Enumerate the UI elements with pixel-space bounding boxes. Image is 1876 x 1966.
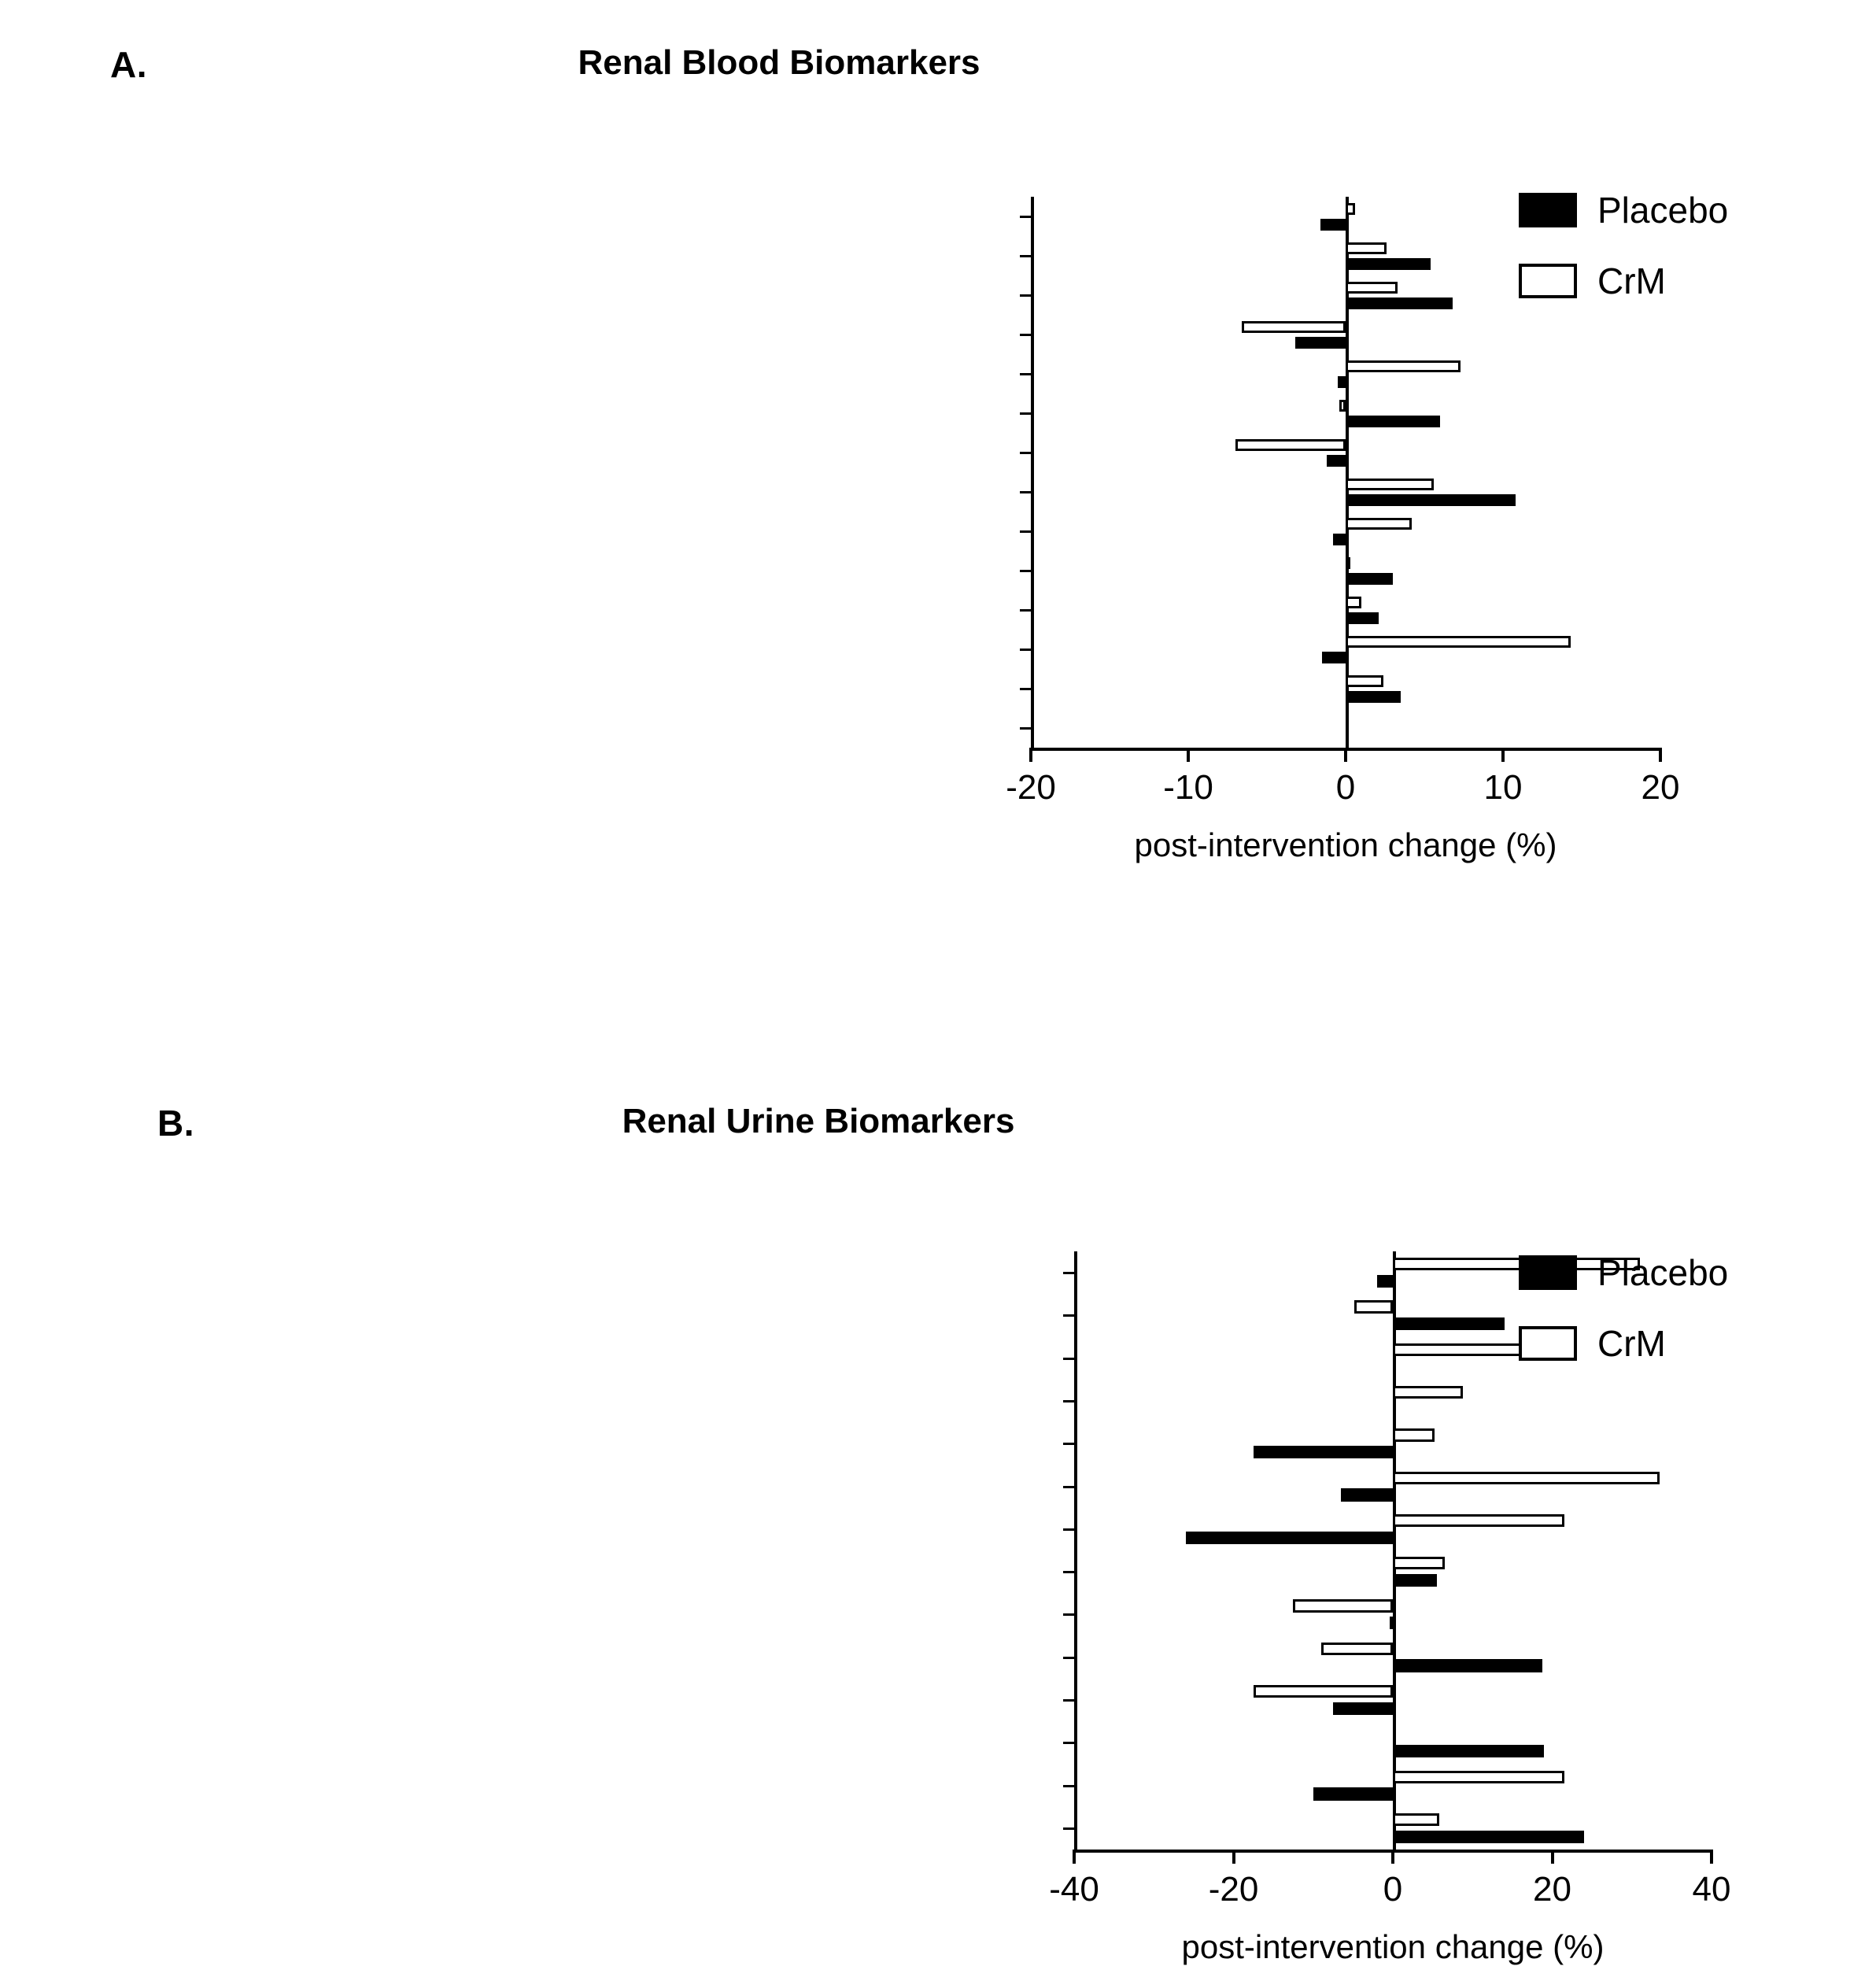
bar-crm — [1346, 518, 1412, 530]
bar-placebo — [1338, 376, 1346, 388]
legend-item-placebo — [1519, 189, 1728, 231]
bar-placebo — [1346, 494, 1516, 506]
panel-a-title: Renal Blood Biomarkers — [578, 43, 980, 82]
zero-reference-line — [1393, 1251, 1396, 1850]
bar-crm — [1393, 1343, 1534, 1356]
y-axis-tick — [1020, 255, 1031, 257]
panel-b-letter: B. — [157, 1103, 194, 1144]
bar-crm — [1346, 203, 1355, 215]
bar-crm — [1254, 1685, 1393, 1698]
bar-placebo — [1295, 337, 1346, 349]
y-axis-tick — [1020, 334, 1031, 336]
y-axis-tick — [1063, 1358, 1074, 1360]
y-axis-tick — [1020, 373, 1031, 375]
bar-placebo — [1254, 1446, 1393, 1458]
bar-crm — [1354, 1300, 1393, 1313]
legend-label-crm: CrM — [1597, 261, 1666, 301]
bar-crm — [1339, 400, 1346, 412]
legend-swatch-placebo-icon — [1519, 1255, 1577, 1290]
bar-placebo — [1346, 297, 1453, 309]
bar-placebo — [1346, 258, 1431, 270]
bar-placebo — [1313, 1787, 1393, 1800]
bar-placebo — [1346, 691, 1401, 703]
bar-placebo — [1346, 573, 1393, 585]
y-axis-tick — [1020, 452, 1031, 454]
x-axis-tick — [1551, 1850, 1554, 1864]
y-axis-tick — [1063, 1699, 1074, 1702]
bar-placebo — [1390, 1617, 1393, 1629]
bar-placebo — [1393, 1831, 1584, 1843]
bar-crm — [1393, 1557, 1445, 1569]
bar-crm — [1346, 675, 1383, 687]
y-axis-tick — [1020, 294, 1031, 297]
legend-swatch-crm-icon — [1519, 1326, 1577, 1361]
legend-swatch-placebo-icon — [1519, 193, 1577, 227]
x-axis-tick-label: -40 — [1049, 1870, 1099, 1909]
y-axis-tick — [1020, 688, 1031, 690]
y-axis-tick — [1063, 1827, 1074, 1830]
bar-crm — [1346, 636, 1571, 648]
bar-placebo — [1333, 1702, 1393, 1715]
bar-crm — [1346, 360, 1461, 372]
bar-crm — [1393, 1813, 1439, 1826]
bar-placebo — [1346, 416, 1440, 427]
legend-item-placebo — [1519, 1251, 1728, 1294]
bar-crm — [1346, 479, 1434, 490]
bar-placebo — [1186, 1532, 1393, 1544]
x-axis-title: post-intervention change (%) — [1181, 1928, 1605, 1965]
y-axis-tick — [1063, 1272, 1074, 1274]
x-axis-tick-label: 40 — [1692, 1870, 1731, 1909]
bar-crm — [1346, 557, 1350, 569]
bar-crm — [1393, 1386, 1463, 1399]
bar-placebo — [1377, 1275, 1393, 1288]
bar-placebo — [1393, 1317, 1505, 1330]
x-axis-title: post-intervention change (%) — [1134, 826, 1557, 863]
x-axis-tick — [1232, 1850, 1235, 1864]
bar-placebo — [1333, 534, 1346, 545]
x-axis-tick — [1187, 748, 1190, 762]
legend-swatch-crm-icon — [1519, 264, 1577, 298]
bar-placebo — [1327, 455, 1346, 467]
x-axis-tick-label: 20 — [1641, 768, 1680, 807]
x-axis-tick-label: -20 — [1208, 1870, 1259, 1909]
bar-placebo — [1341, 1488, 1393, 1501]
y-axis-tick — [1063, 1486, 1074, 1488]
bar-crm — [1393, 1472, 1660, 1484]
bar-crm — [1293, 1599, 1393, 1612]
legend-label-crm: CrM — [1597, 1323, 1666, 1364]
x-axis-tick-label: -10 — [1163, 768, 1213, 807]
bar-placebo — [1393, 1574, 1437, 1587]
legend-label-placebo: Placebo — [1597, 1252, 1729, 1293]
bar-crm — [1346, 597, 1361, 608]
bar-crm — [1346, 282, 1398, 294]
zero-reference-line — [1346, 197, 1349, 748]
panel-b — [0, 1023, 1876, 1965]
y-axis-tick — [1020, 412, 1031, 415]
bar-crm — [1321, 1643, 1393, 1655]
x-axis-tick — [1659, 748, 1662, 762]
bar-placebo — [1320, 219, 1346, 231]
bar-crm — [1393, 1514, 1564, 1527]
y-axis-tick — [1063, 1443, 1074, 1445]
bar-crm — [1393, 1771, 1564, 1783]
panel-a-letter: A. — [110, 44, 147, 85]
x-axis-tick-label: 10 — [1483, 768, 1523, 807]
panel-b-title: Renal Urine Biomarkers — [622, 1102, 1015, 1140]
bar-crm — [1393, 1428, 1435, 1441]
bar-placebo — [1346, 612, 1379, 624]
legend-label-placebo: Placebo — [1597, 190, 1729, 231]
x-axis-tick — [1029, 748, 1032, 762]
x-axis-tick-label: -20 — [1006, 768, 1056, 807]
x-axis-tick — [1344, 748, 1347, 762]
y-axis-tick — [1020, 649, 1031, 651]
bar-placebo — [1322, 652, 1346, 663]
bar-crm — [1242, 321, 1346, 333]
y-axis-tick — [1063, 1528, 1074, 1531]
x-axis-tick — [1710, 1850, 1713, 1864]
bar-placebo — [1393, 1659, 1542, 1672]
y-axis-tick — [1063, 1571, 1074, 1573]
y-axis-tick — [1063, 1613, 1074, 1616]
x-axis-tick — [1391, 1850, 1394, 1864]
bar-crm — [1235, 439, 1346, 451]
y-axis-tick — [1020, 491, 1031, 493]
y-axis-tick — [1063, 1314, 1074, 1317]
y-axis-tick — [1063, 1742, 1074, 1744]
x-axis-tick — [1073, 1850, 1076, 1864]
y-axis-tick — [1020, 727, 1031, 730]
x-axis-tick-label: 0 — [1335, 768, 1356, 807]
x-axis-tick — [1501, 748, 1505, 762]
x-axis-tick-label: 0 — [1383, 1870, 1403, 1909]
legend-item-crm — [1519, 260, 1666, 302]
y-axis-tick — [1020, 216, 1031, 218]
bar-crm — [1346, 242, 1387, 254]
y-axis-tick — [1020, 530, 1031, 533]
y-axis-tick — [1063, 1657, 1074, 1659]
y-axis-line — [1031, 197, 1034, 748]
y-axis-tick — [1020, 609, 1031, 612]
legend-item-crm — [1519, 1322, 1666, 1365]
bar-placebo — [1393, 1745, 1544, 1757]
x-axis-tick-label: 20 — [1533, 1870, 1571, 1909]
y-axis-tick — [1063, 1785, 1074, 1787]
y-axis-line — [1074, 1251, 1077, 1850]
y-axis-tick — [1020, 570, 1031, 572]
y-axis-tick — [1063, 1400, 1074, 1402]
